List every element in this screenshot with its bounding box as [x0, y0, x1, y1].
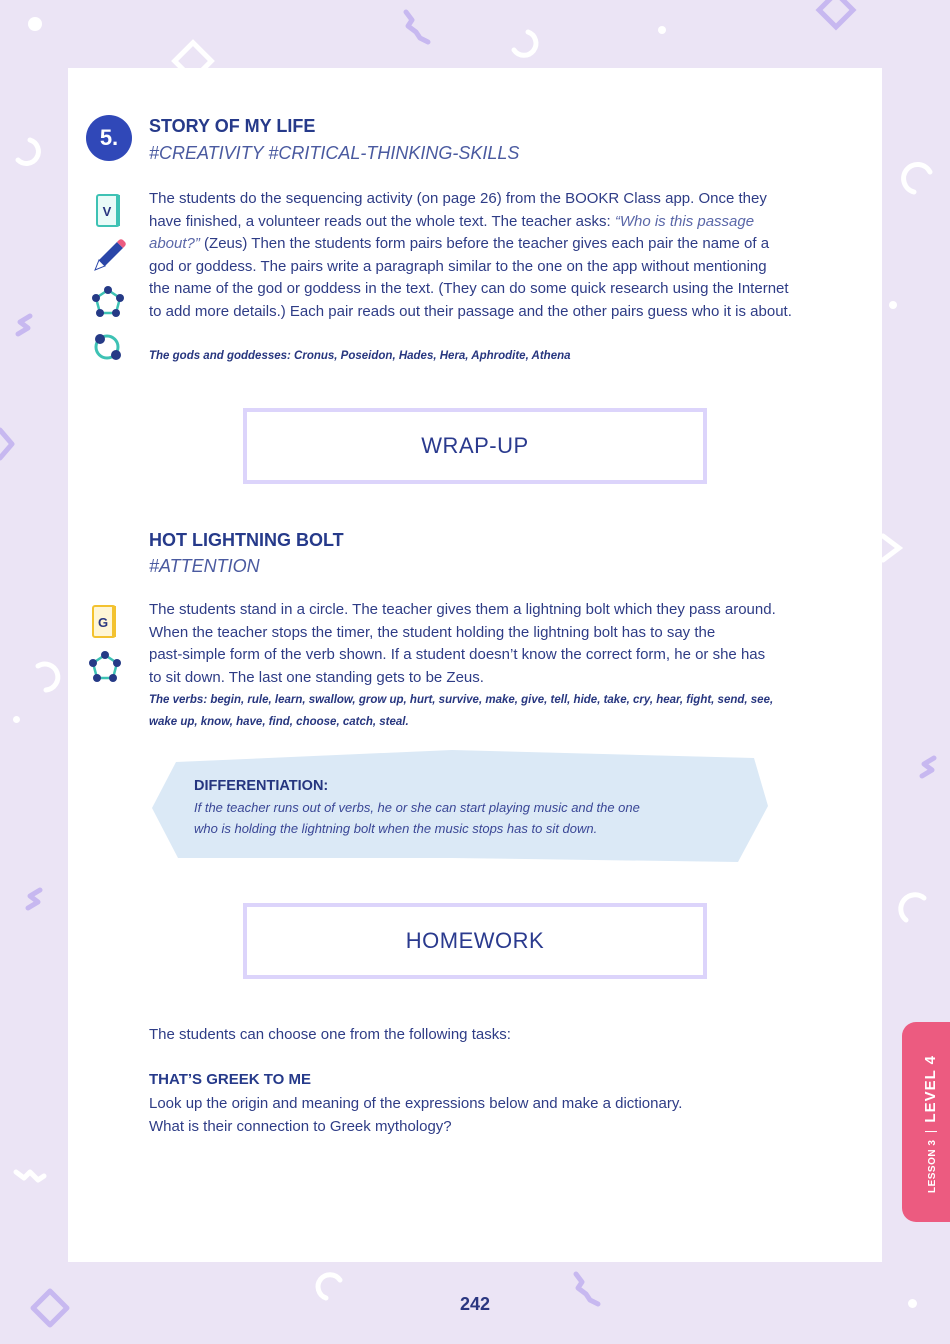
text-line: wake up, know, have, find, choose, catch, steal.	[149, 716, 409, 728]
text-line: The students stand in a circle. The teacher gives them a lightning bolt which they pass around.	[149, 601, 776, 618]
gods-note: The gods and goddesses: Cronus, Poseidon, Hades, Hera, Aphrodite, Athena	[149, 350, 571, 362]
text-line: What is their connection to Greek mythology?	[149, 1117, 452, 1135]
text-line: to sit down. The last one standing gets to be Zeus.	[149, 668, 484, 686]
text-line: the name of the god or goddess in the text. (They can do some quick research using the Internet	[149, 280, 789, 298]
text-line: about?” (Zeus) Then the students form pairs before the teacher gives each pair the name of a	[149, 235, 770, 253]
cycle-icon	[92, 332, 126, 366]
collaboration-network-icon	[91, 285, 125, 319]
activity-description	[149, 599, 849, 689]
text-line: who is holding the lightning bolt when the music stops has to sit down.	[194, 821, 598, 836]
text-line: god or goddess. The pairs write a paragraph similar to the one on the app without mentioning	[149, 257, 767, 275]
activity-tags: #CREATIVITY #CRITICAL-THINKING-SKILLS	[149, 143, 520, 163]
text-line: The verbs: begin, rule, learn, swallow, grow up, hurt, survive, make, give, tell, hide, take, cry, hear, fight, send, see,	[149, 694, 774, 706]
activity-tags: #ATTENTION	[149, 556, 260, 576]
grammar-book-icon	[92, 605, 118, 639]
activity-description	[149, 188, 849, 324]
wrapup-heading: WRAP-UP	[421, 433, 529, 458]
wrapup-heading-box	[243, 408, 707, 484]
differentiation-text	[194, 797, 734, 839]
homework-task-title: THAT’S GREEK TO ME	[149, 1071, 311, 1088]
homework-task-text	[149, 1093, 849, 1138]
text-line: have finished, a volunteer reads out the whole text. The teacher asks: “Who is this passage	[149, 212, 755, 230]
pencil-icon	[91, 238, 127, 274]
collaboration-network-icon	[88, 650, 122, 684]
homework-heading: HOMEWORK	[405, 928, 545, 953]
book-letter: V	[102, 204, 112, 219]
tab-separator	[925, 1131, 937, 1132]
activity-number-badge: 5.	[86, 115, 132, 161]
lesson-label: LESSON 3	[927, 1139, 938, 1194]
text-line: The students do the sequencing activity (on page 26) from the BOOKR Class app. Once they	[149, 190, 767, 207]
verbs-note	[149, 689, 849, 733]
text-line: If the teacher runs out of verbs, he or she can start playing music and the one	[194, 800, 640, 815]
activity-title: STORY OF MY LIFE	[149, 116, 316, 136]
level-label: LEVEL 4	[922, 1054, 939, 1123]
page-number: 242	[459, 1294, 491, 1314]
text-line: past-simple form of the verb shown. If a student doesn’t know the correct form, he or she has	[149, 646, 766, 664]
lesson-level-label	[922, 1055, 940, 1193]
homework-intro: The students can choose one from the following tasks:	[149, 1026, 511, 1043]
vocabulary-book-icon	[96, 194, 122, 228]
homework-heading-box	[243, 903, 707, 979]
activity-title: HOT LIGHTNING BOLT	[149, 530, 344, 550]
text-line: Look up the origin and meaning of the expressions below and make a dictionary.	[149, 1095, 683, 1112]
text-line: When the teacher stops the timer, the student holding the lightning bolt has to say the	[149, 623, 716, 641]
book-letter: G	[97, 615, 109, 630]
differentiation-title: DIFFERENTIATION:	[194, 778, 329, 794]
text-line: to add more details.) Each pair reads out their passage and the other pairs guess who it is about.	[149, 302, 792, 320]
